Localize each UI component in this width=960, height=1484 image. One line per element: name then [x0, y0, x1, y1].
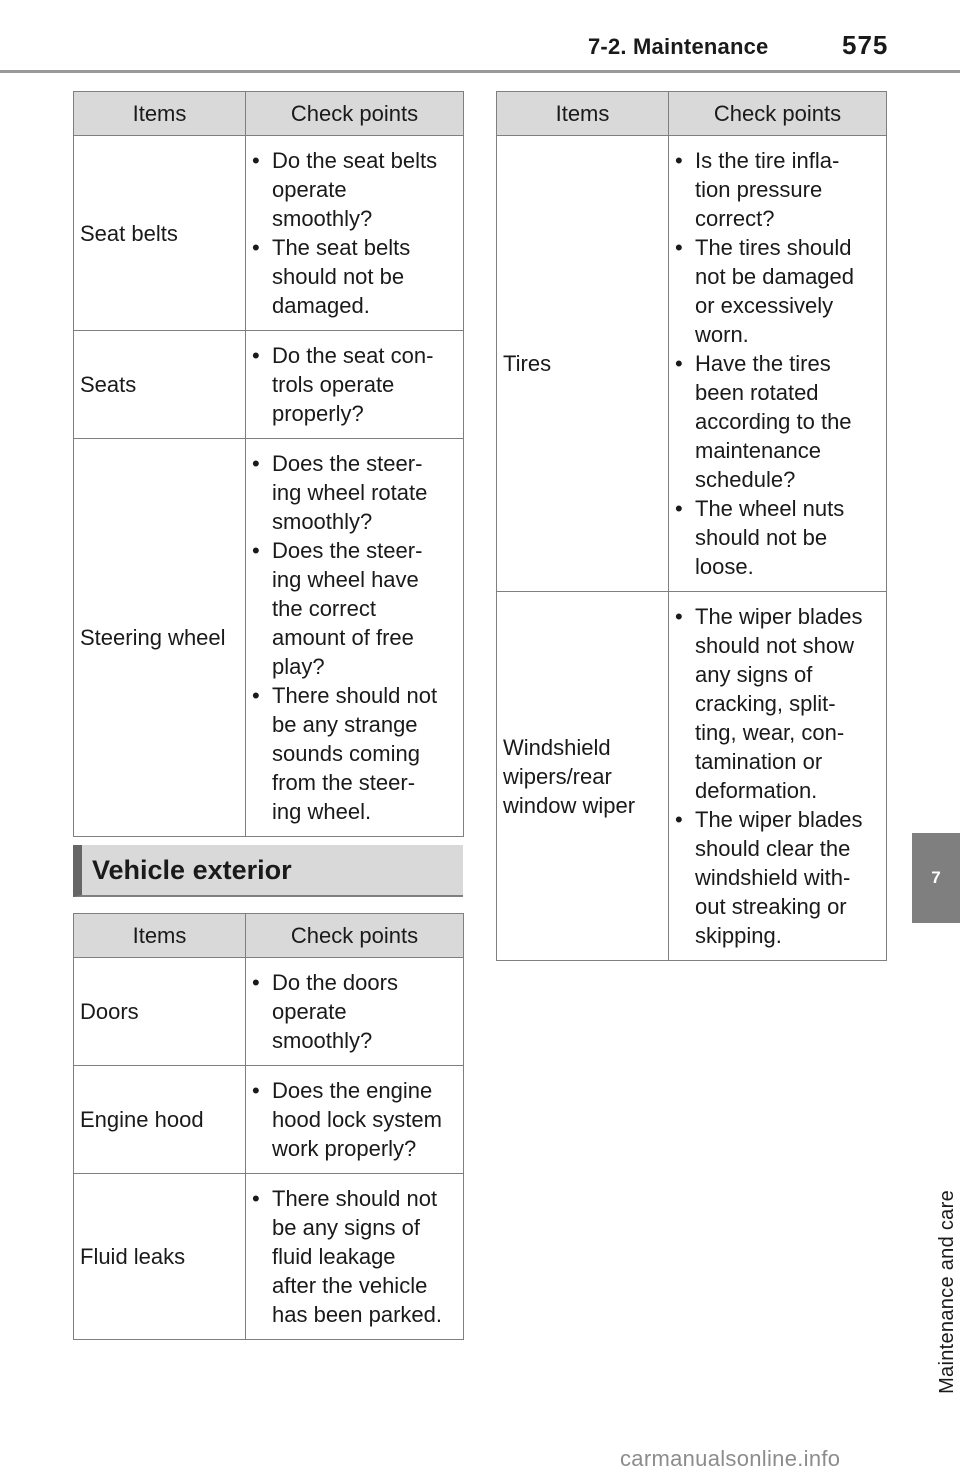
table-row [74, 1066, 464, 1174]
item-cell: Seats [74, 331, 246, 439]
check-points-cell [246, 331, 464, 439]
item-cell: Windshield wipers/rear window wiper [497, 592, 669, 961]
item-cell: Engine hood [74, 1066, 246, 1174]
item-cell: Fluid leaks [74, 1174, 246, 1340]
column-header-items: Items [497, 92, 669, 136]
check-points-cell [246, 439, 464, 837]
column-header-items: Items [74, 914, 246, 958]
check-point: • The wiper blades should not show any signs of cracking, split- ting, wear, con- tamination or deformation. [675, 602, 882, 805]
table-header-row [74, 914, 464, 958]
column-header-check-points: Check points [246, 92, 464, 136]
check-points-cell [246, 136, 464, 331]
table-header-row [497, 92, 887, 136]
column-header-check-points: Check points [246, 914, 464, 958]
item-cell: Seat belts [74, 136, 246, 331]
table-row [74, 136, 464, 331]
chapter-tab[interactable] [912, 833, 960, 923]
tires-wipers-check-table [496, 91, 887, 961]
column-header-items: Items [74, 92, 246, 136]
check-point: • Do the doors operate smoothly? [252, 968, 459, 1055]
header-rule [0, 70, 960, 73]
check-point: • The wheel nuts should not be loose. [675, 494, 882, 581]
chapter-number: 7 [931, 868, 941, 887]
check-point: • There should not be any strange sounds coming from the steer- ing wheel. [252, 681, 459, 826]
check-point: • The seat belts should not be damaged. [252, 233, 459, 320]
chapter-side-label [890, 1190, 958, 1450]
check-points-cell [246, 1174, 464, 1340]
item-cell: Tires [497, 136, 669, 592]
check-points-cell [669, 136, 887, 592]
item-cell: Doors [74, 958, 246, 1066]
check-points-cell [246, 958, 464, 1066]
check-point: • Does the engine hood lock system work properly? [252, 1076, 459, 1163]
check-point: • Have the tires been rotated according to the maintenance schedule? [675, 349, 882, 494]
check-point: • Is the tire infla- tion pressure correct? [675, 146, 882, 233]
check-point: • Do the seat belts operate smoothly? [252, 146, 459, 233]
check-points-cell [246, 1066, 464, 1174]
check-point: • Do the seat con- trols operate properly? [252, 341, 459, 428]
chapter-title: Maintenance and care [936, 1190, 958, 1394]
check-point: • The wiper blades should clear the windshield with- out streaking or skipping. [675, 805, 882, 950]
check-point: • There should not be any signs of fluid leakage after the vehicle has been parked. [252, 1184, 459, 1329]
watermark-text: carmanualsonline.info [620, 1446, 841, 1471]
check-points-cell [669, 592, 887, 961]
vehicle-exterior-heading [73, 845, 463, 897]
table-row [497, 136, 887, 592]
check-point: • Does the steer- ing wheel rotate smoothly? [252, 449, 459, 536]
table-row [497, 592, 887, 961]
column-header-check-points: Check points [669, 92, 887, 136]
table-row [74, 1174, 464, 1340]
item-cell: Steering wheel [74, 439, 246, 837]
check-point: • The tires should not be damaged or excessively worn. [675, 233, 882, 349]
table-header-row [74, 92, 464, 136]
check-point: • Does the steer- ing wheel have the correct amount of free play? [252, 536, 459, 681]
page-number: 575 [842, 30, 889, 60]
exterior-check-table [73, 913, 464, 1340]
interior-check-table [73, 91, 464, 837]
table-row [74, 958, 464, 1066]
table-row [74, 439, 464, 837]
section-header-title: 7-2. Maintenance [588, 34, 769, 59]
section-title-text: Vehicle exterior [92, 854, 292, 885]
table-row [74, 331, 464, 439]
